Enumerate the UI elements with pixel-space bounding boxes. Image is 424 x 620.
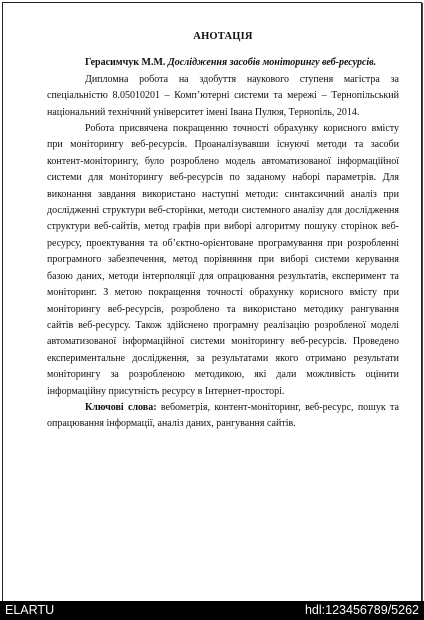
paragraph-summary: Робота присвячена покращенню точності обрахунку корисного вмісту при моніторингу веб-ресурсів. Проаналізувавши існуючі методи та засоби контент-моніторингу, було розроблено модель автоматизованої інформаційної системи для моніторингу веб-ресурсів по заданому наборі параметрів. Для виконання завдання використано наступні методи: синтаксичний аналіз при дослідженні структури веб-сторінки, методи системного аналізу для дослідження структури веб-сайтів, метод графів при виборі алгоритму пошуку сторінок веб-ресурсу, проектування та об’єктно-орієнтоване програмування при розробленні програмного забезпечення, метод порівняння при виборі системи керування базою даних, методи інтерполяції для опрацювання результатів, експеримент та моніторинг. З метою покращення точності обрахунку корисного вмісту при моніторингу веб-ресурсів, розроблено та використано методику рангування сайтів веб-ресурсу. Також здійснено програмну реалізацію розробленої моделі автоматизованої інформаційної системи моніторингу веб-ресурсів. Проведено експериментальне дослідження, за результатами якого отримано результати моніторингу за розробленою методикою, які дали можливість оцінити інформаційну присутність ресурсу в Інтернет-просторі. <box>47 123 399 397</box>
handle-identifier: hdl:123456789/5262 <box>304 603 419 617</box>
document-page <box>2 2 422 602</box>
keywords-text: вебометрія, контент-моніторинг, веб-ресурс, пошук та опрацювання інформації, аналіз даних, рангування сайтів. <box>47 401 399 430</box>
keywords-label: Ключові слова: <box>85 401 157 413</box>
author-line <box>47 55 399 71</box>
document-content <box>47 29 399 433</box>
repository-name: ELARTU <box>5 603 55 617</box>
work-title: Дослідження засобів моніторингу веб-ресурсів. <box>167 57 377 69</box>
paragraph-degree-info: Дипломна робота на здобуття наукового ступеня магістра за спеціальністю 8.05010201 – Комп’ютерні системи та мережі – Тернопільський національний технічний університет імені Івана Пулюя, Тернопіль, 2014. <box>47 73 399 118</box>
document-title: АНОТАЦІЯ <box>193 31 253 42</box>
repository-footer-bar <box>0 601 424 620</box>
author-name: Герасимчук М.М. <box>85 57 168 69</box>
keywords-line <box>47 400 399 433</box>
